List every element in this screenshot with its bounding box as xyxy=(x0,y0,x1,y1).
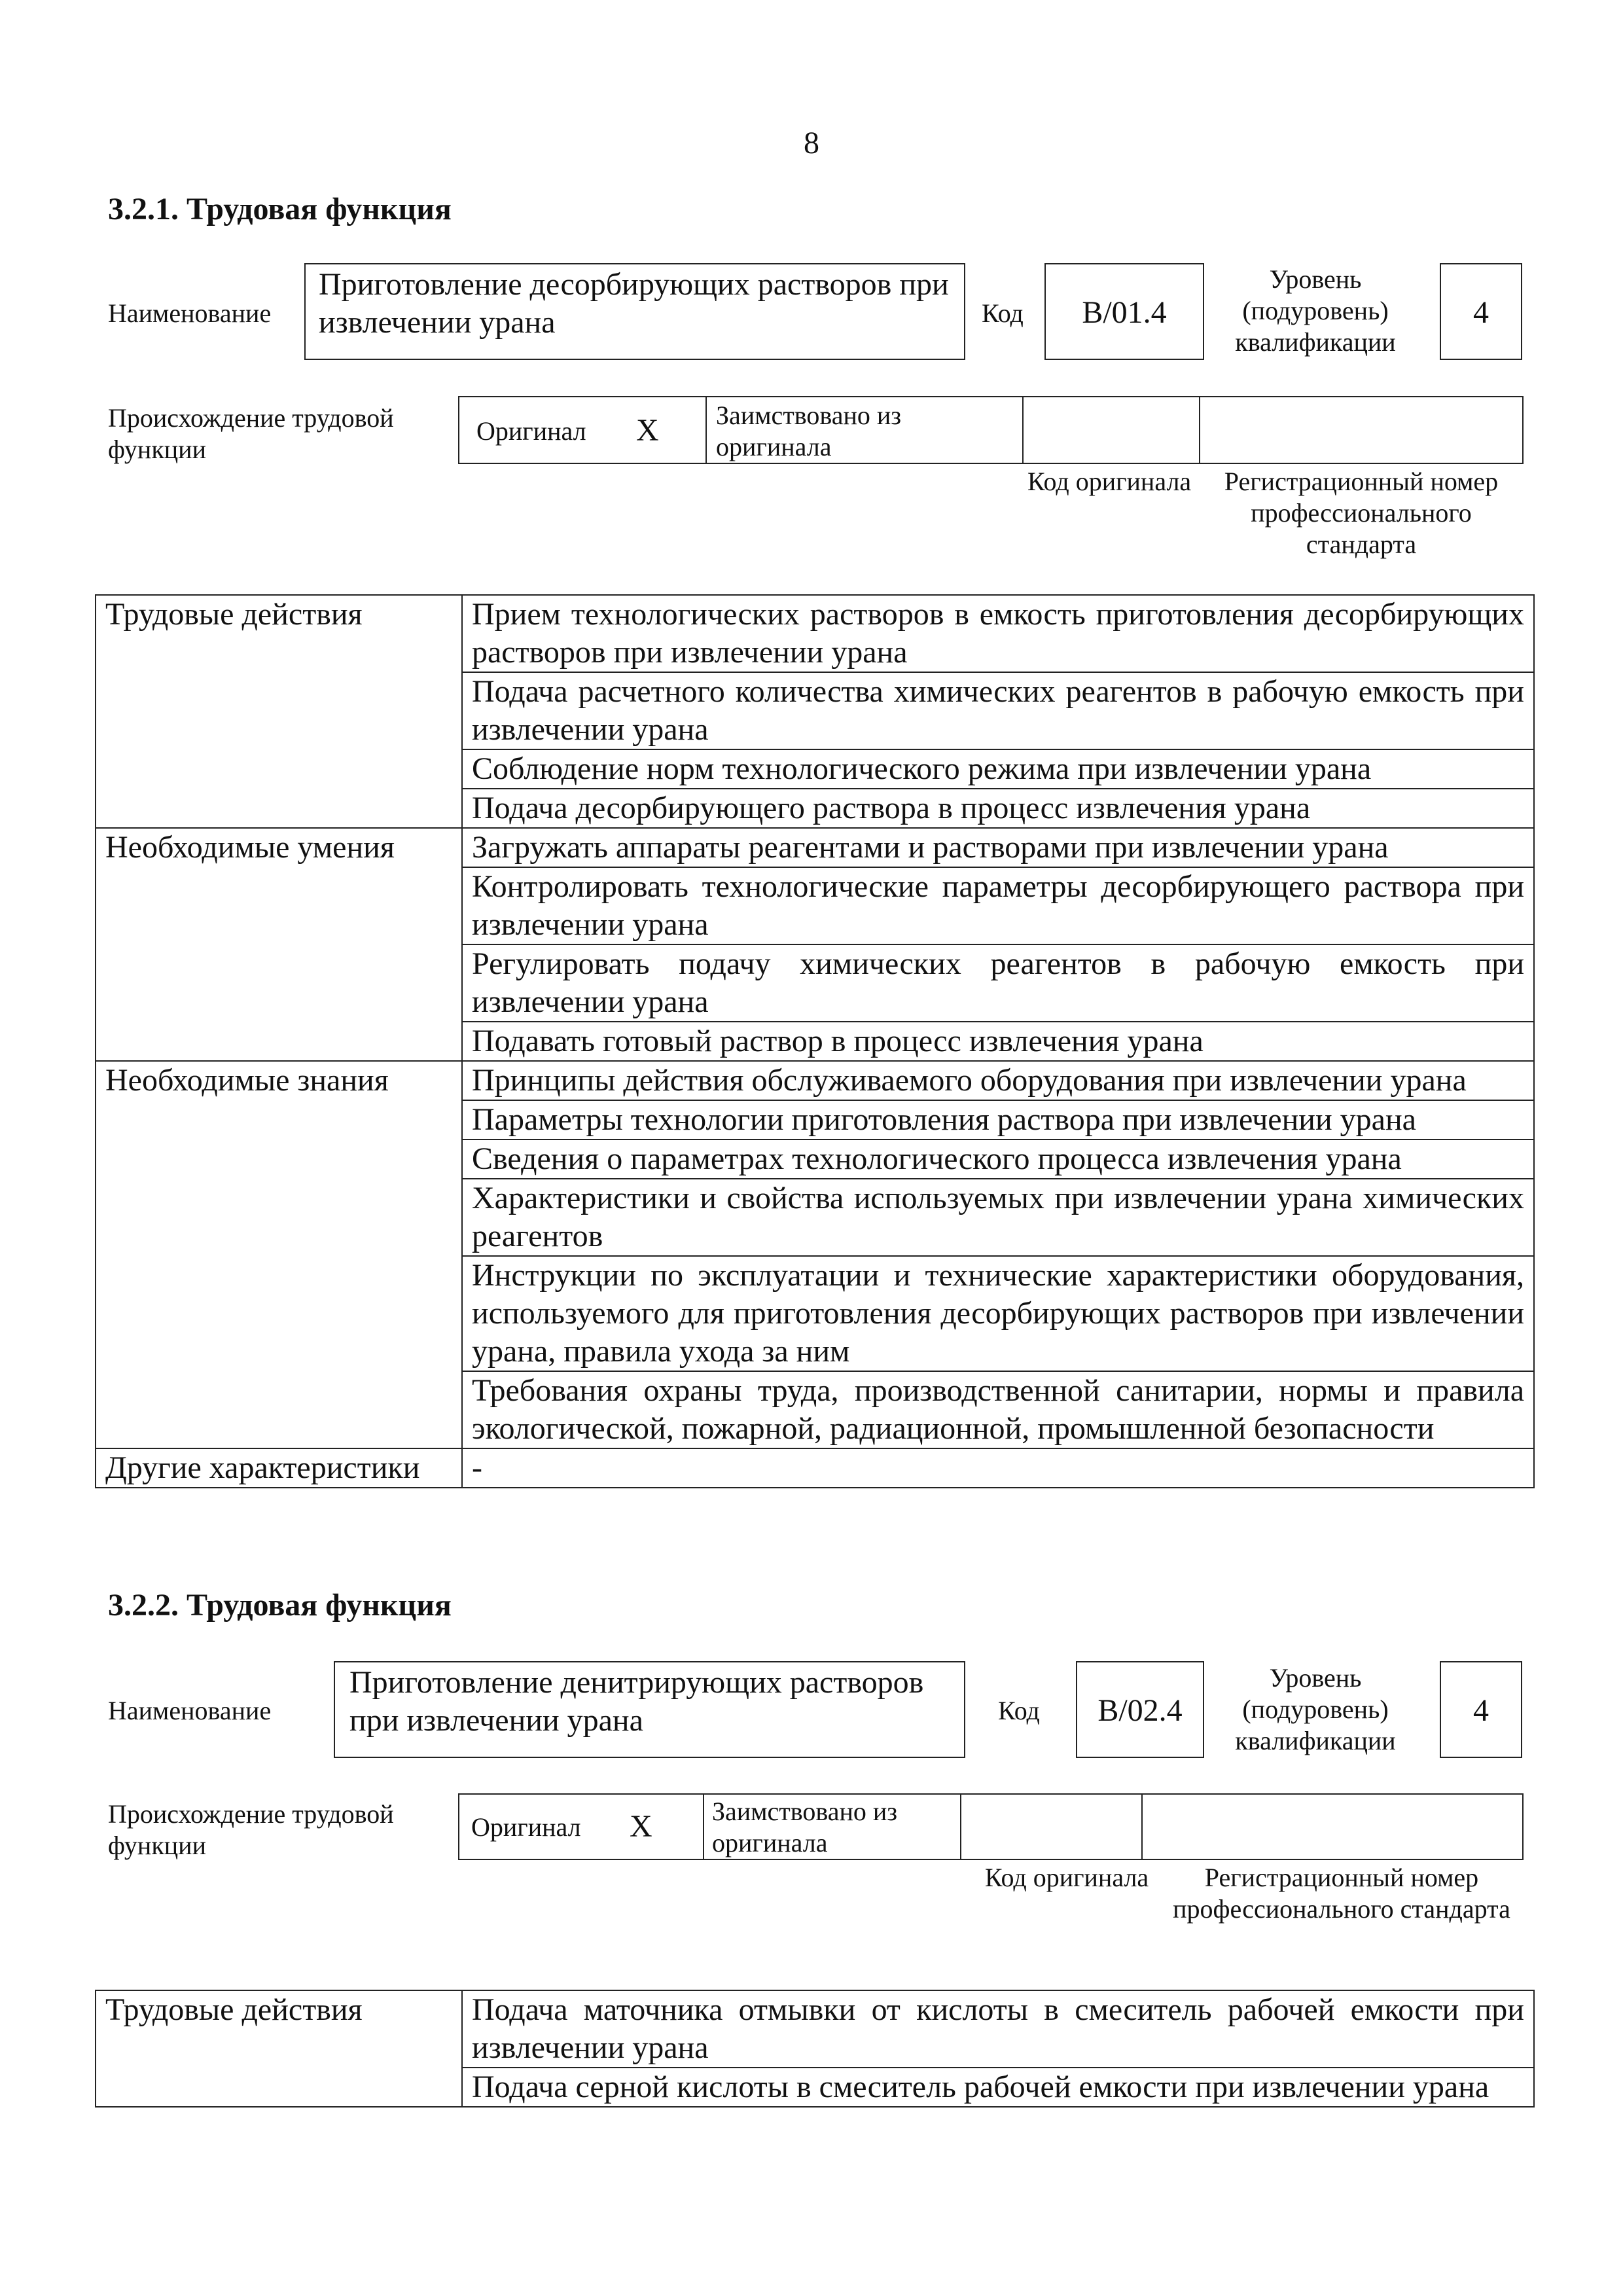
name-label-2: Наименование xyxy=(108,1696,272,1725)
table-cell: Регулировать подачу химических реагентов в рабочую емкость при извлечении урана xyxy=(462,944,1534,1022)
table-row xyxy=(96,595,1534,672)
origin-table-2 xyxy=(458,1793,1524,1860)
table-cell: - xyxy=(462,1448,1534,1488)
code-value-1: B/01.4 xyxy=(1044,263,1204,360)
origin-divider xyxy=(703,1795,704,1859)
level-value-1: 4 xyxy=(1440,263,1522,360)
function-table-1 xyxy=(95,594,1535,1488)
original-code-caption-2: Код оригинала xyxy=(984,1863,1149,1892)
row-label: Трудовые действия xyxy=(96,595,462,828)
row-label: Необходимые знания xyxy=(96,1061,462,1448)
row-label: Другие характеристики xyxy=(96,1448,462,1488)
table-cell: Подача десорбирующего раствора в процесс извлечения урана xyxy=(462,789,1534,828)
table-row xyxy=(96,828,1534,867)
original-code-caption-1: Код оригинала xyxy=(1027,467,1192,496)
original-mark-2: X xyxy=(630,1809,652,1844)
level-value-2: 4 xyxy=(1440,1661,1522,1758)
reg-number-caption-1: Регистрационный номер профессионального стандарта xyxy=(1224,467,1499,559)
level-label-2: Уровень (подуровень) квалификации xyxy=(1235,1663,1396,1755)
table-cell: Подача расчетного количества химических реагентов в рабочую емкость при извлечении урана xyxy=(462,672,1534,749)
name-label-1: Наименование xyxy=(108,298,272,328)
table-cell: Подача серной кислоты в смеситель рабочей емкости при извлечении урана xyxy=(462,2068,1534,2107)
section-heading-2: 3.2.2. Трудовая функция xyxy=(108,1588,452,1623)
origin-divider xyxy=(1199,397,1200,463)
origin-divider xyxy=(960,1795,961,1859)
original-mark-1: X xyxy=(636,413,659,448)
table-row xyxy=(96,1061,1534,1100)
original-label-1: Оригинал xyxy=(476,416,586,446)
borrowed-label-2: Заимствовано из оригинала xyxy=(712,1797,898,1857)
origin-label-2: Происхождение трудовой функции xyxy=(108,1799,394,1860)
table-cell: Контролировать технологические параметры десорбирующего раствора при извлечении урана xyxy=(462,867,1534,944)
table-cell: Характеристики и свойства используемых при извлечении урана химических реагентов xyxy=(462,1179,1534,1256)
code-label-1: Код xyxy=(982,298,1024,328)
table-cell: Требования охраны труда, производственной санитарии, нормы и правила экологической, пожарной, радиационной, промышленной безопасности xyxy=(462,1371,1534,1448)
name-value-2: Приготовление денитрирующих растворов при извлечении урана xyxy=(334,1661,965,1758)
function-table-2 xyxy=(95,1990,1535,2108)
table-cell: Принципы действия обслуживаемого оборудования при извлечении урана xyxy=(462,1061,1534,1100)
code-value-2: B/02.4 xyxy=(1076,1661,1204,1758)
table-row xyxy=(96,1448,1534,1488)
reg-number-caption-2: Регистрационный номер профессионального стандарта xyxy=(1173,1863,1510,1924)
origin-table-1 xyxy=(458,396,1524,464)
table-cell: Инструкции по эксплуатации и технические характеристики оборудования, используемого для приготовления десорбирующих растворов при извлечении урана, правила ухода за ним xyxy=(462,1256,1534,1371)
borrowed-label-1: Заимствовано из оригинала xyxy=(716,401,902,461)
table-row xyxy=(96,1990,1534,2068)
code-label-2: Код xyxy=(998,1696,1040,1725)
table-cell: Прием технологических растворов в емкость приготовления десорбирующих растворов при извлечении урана xyxy=(462,595,1534,672)
table-cell: Подавать готовый раствор в процесс извлечения урана xyxy=(462,1022,1534,1061)
row-label: Необходимые умения xyxy=(96,828,462,1061)
original-label-2: Оригинал xyxy=(471,1812,581,1842)
origin-label-1: Происхождение трудовой функции xyxy=(108,403,394,464)
row-label: Трудовые действия xyxy=(96,1990,462,2107)
level-label-1: Уровень (подуровень) квалификации xyxy=(1235,264,1396,357)
section-heading-1: 3.2.1. Трудовая функция xyxy=(108,192,452,226)
origin-divider xyxy=(1022,397,1024,463)
origin-divider xyxy=(705,397,707,463)
origin-divider xyxy=(1141,1795,1143,1859)
table-cell: Подача маточника отмывки от кислоты в смеситель рабочей емкости при извлечении урана xyxy=(462,1990,1534,2068)
name-value-1: Приготовление десорбирующих растворов при извлечении урана xyxy=(304,263,965,360)
table-cell: Соблюдение норм технологического режима при извлечении урана xyxy=(462,749,1534,789)
table-cell: Загружать аппараты реагентами и растворами при извлечении урана xyxy=(462,828,1534,867)
table-cell: Сведения о параметрах технологического процесса извлечения урана xyxy=(462,1139,1534,1179)
table-cell: Параметры технологии приготовления раствора при извлечении урана xyxy=(462,1100,1534,1139)
page-number: 8 xyxy=(804,126,819,160)
